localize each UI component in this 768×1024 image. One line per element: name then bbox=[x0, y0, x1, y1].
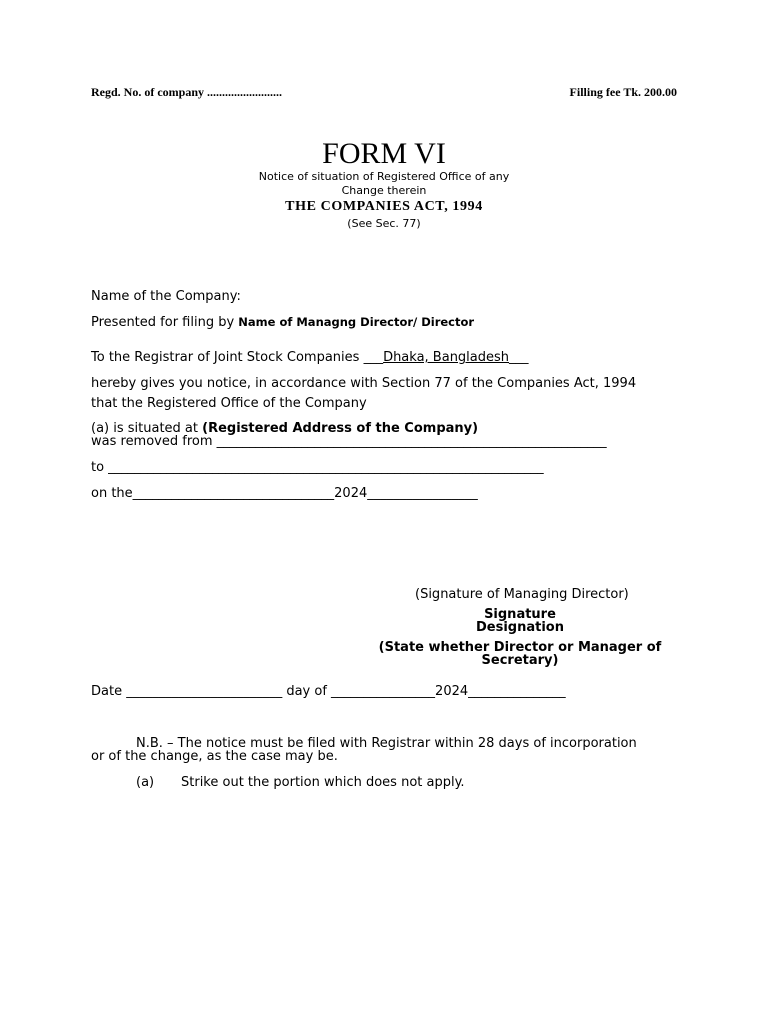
presented-label: Presented for filing by bbox=[91, 315, 239, 330]
designation-instruction-line-2: Secretary) bbox=[481, 653, 559, 668]
managing-director-signature-label: (Signature of Managing Director) bbox=[415, 587, 629, 602]
presented-value: Name of Managng Director/ Director bbox=[238, 315, 475, 329]
section-reference: (See Sec. 77) bbox=[347, 217, 421, 230]
nota-bene-line-1: N.B. – The notice must be filed with Registrar within 28 days of incorporation bbox=[136, 736, 637, 751]
registrar-label: To the Registrar of Joint Stock Companies bbox=[91, 350, 364, 365]
removal-date-line: on the_______________________________2024_________________ bbox=[91, 486, 478, 501]
form-subtitle-line-1: Notice of situation of Registered Office of any bbox=[258, 170, 510, 183]
signature-label: Signature bbox=[484, 607, 556, 622]
designation-instruction-line-1: (State whether Director or Manager of bbox=[378, 640, 662, 655]
company-name-label: Name of the Company: bbox=[91, 289, 241, 304]
form-title: FORM VI bbox=[322, 137, 446, 170]
act-heading: THE COMPANIES ACT, 1994 bbox=[285, 199, 483, 214]
note-a-label: (a) bbox=[136, 775, 155, 790]
nota-bene-line-2: or of the change, as the case may be. bbox=[91, 749, 338, 764]
registrar-location: Dhaka, Bangladesh bbox=[383, 350, 510, 365]
date-line: Date ________________________ day of ________________2024_______________ bbox=[91, 684, 566, 699]
note-a-text: Strike out the portion which does not apply. bbox=[181, 775, 465, 790]
filing-fee-line: Filling fee Tk. 200.00 bbox=[569, 85, 677, 99]
registered-office-statement: that the Registered Office of the Company bbox=[91, 396, 367, 411]
registered-address-value: (Registered Address of the Company) bbox=[202, 421, 479, 436]
notice-statement: hereby gives you notice, in accordance with Section 77 of the Companies Act, 1994 bbox=[91, 376, 637, 391]
removed-from-line: was removed from ____________________________________________________________ bbox=[91, 434, 607, 449]
removed-to-line: to ___________________________________________________________________ bbox=[91, 460, 544, 475]
registration-number-line: Regd. No. of company ......................... bbox=[91, 85, 282, 99]
presented-for-filing-line bbox=[91, 315, 474, 330]
form-subtitle-line-2: Change therein bbox=[341, 184, 427, 197]
registrar-line bbox=[91, 350, 529, 365]
situated-label: (a) is situated at bbox=[91, 421, 203, 436]
designation-label: Designation bbox=[476, 620, 564, 635]
registrar-suffix: ___ bbox=[509, 350, 529, 365]
registrar-prefix: ___ bbox=[363, 350, 384, 365]
